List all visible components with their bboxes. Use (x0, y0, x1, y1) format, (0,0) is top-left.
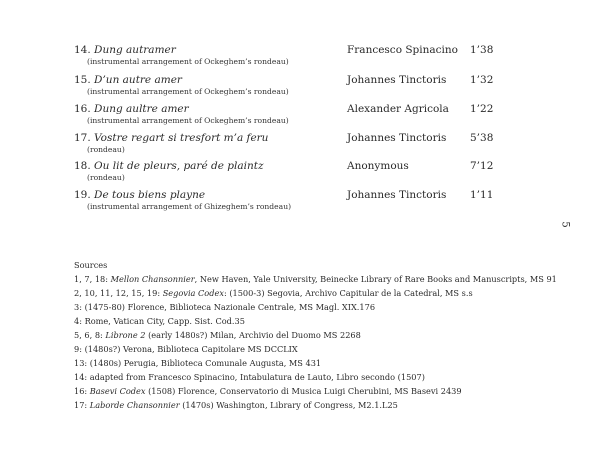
track-note: (instrumental arrangement of Ockeghem’s rondeau) (87, 116, 289, 125)
track-title: Vostre regart si tresfort m’a feru (94, 132, 269, 144)
track-note: (instrumental arrangement of Ockeghem’s rondeau) (87, 87, 289, 96)
track-duration: 1’11 (470, 189, 494, 201)
source-line: 16: Basevi Codex (1508) Florence, Conservatorio di Musica Luigi Cherubini, MS Basevi 2439 (74, 386, 462, 396)
track-number: 14. (74, 44, 91, 56)
source-line: 9: (1480s?) Verona, Biblioteca Capitolare MS DCCLIX (74, 344, 298, 354)
track-number: 17. (74, 132, 91, 144)
source-line: 13: (1480s) Perugia, Biblioteca Comunale Augusta, MS 431 (74, 358, 322, 368)
track-note: (rondeau) (87, 145, 125, 154)
track-title: De tous biens playne (94, 189, 206, 201)
source-line: 14: adapted from Francesco Spinacino, Intabulatura de Lauto, Libro secondo (1507) (74, 372, 425, 382)
track-duration: 1’22 (470, 103, 494, 115)
track-composer: Anonymous (347, 160, 409, 172)
track-title: Dung autramer (94, 44, 176, 56)
track-number: 18. (74, 160, 91, 172)
source-line: 4: Rome, Vatican City, Capp. Sist. Cod.35 (74, 316, 245, 326)
track-title: D’un autre amer (94, 74, 182, 86)
track-number: 15. (74, 74, 91, 86)
track-composer: Johannes Tinctoris (347, 189, 447, 201)
track-note: (instrumental arrangement of Ghizeghem’s rondeau) (87, 202, 292, 211)
track-title: Ou lit de pleurs, paré de plaintz (94, 160, 264, 172)
track-composer: Alexander Agricola (347, 103, 449, 115)
source-line: 5, 6, 8: Librone 2 (early 1480s?) Milan, Archivio del Duomo MS 2268 (74, 330, 361, 340)
sources-heading: Sources (74, 260, 108, 270)
track-duration: 1’32 (470, 74, 494, 86)
source-line: 3: (1475-80) Florence, Biblioteca Nazionale Centrale, MS Magl. XIX.176 (74, 302, 376, 312)
track-composer: Johannes Tinctoris (347, 74, 447, 86)
page-number: 5 (559, 221, 571, 228)
source-line: 1, 7, 18: Mellon Chansonnier, New Haven, Yale University, Beinecke Library of Rare Books and Manuscripts, MS 91 (74, 274, 557, 284)
track-note: (instrumental arrangement of Ockeghem’s rondeau) (87, 57, 289, 66)
track-composer: Francesco Spinacino (347, 44, 458, 56)
track-note: (rondeau) (87, 173, 125, 182)
track-duration: 5’38 (470, 132, 494, 144)
track-number: 16. (74, 103, 91, 115)
track-number: 19. (74, 189, 91, 201)
source-line: 17: Laborde Chansonnier (1470s) Washington, Library of Congress, M2.1.L25 (74, 400, 398, 410)
track-duration: 1’38 (470, 44, 494, 56)
track-duration: 7’12 (470, 160, 494, 172)
source-line: 2, 10, 11, 12, 15, 19: Segovia Codex: (1500-3) Segovia, Archivo Capitular de la Catedral, MS s.s (74, 288, 473, 298)
track-title: Dung aultre amer (94, 103, 189, 115)
track-composer: Johannes Tinctoris (347, 132, 447, 144)
